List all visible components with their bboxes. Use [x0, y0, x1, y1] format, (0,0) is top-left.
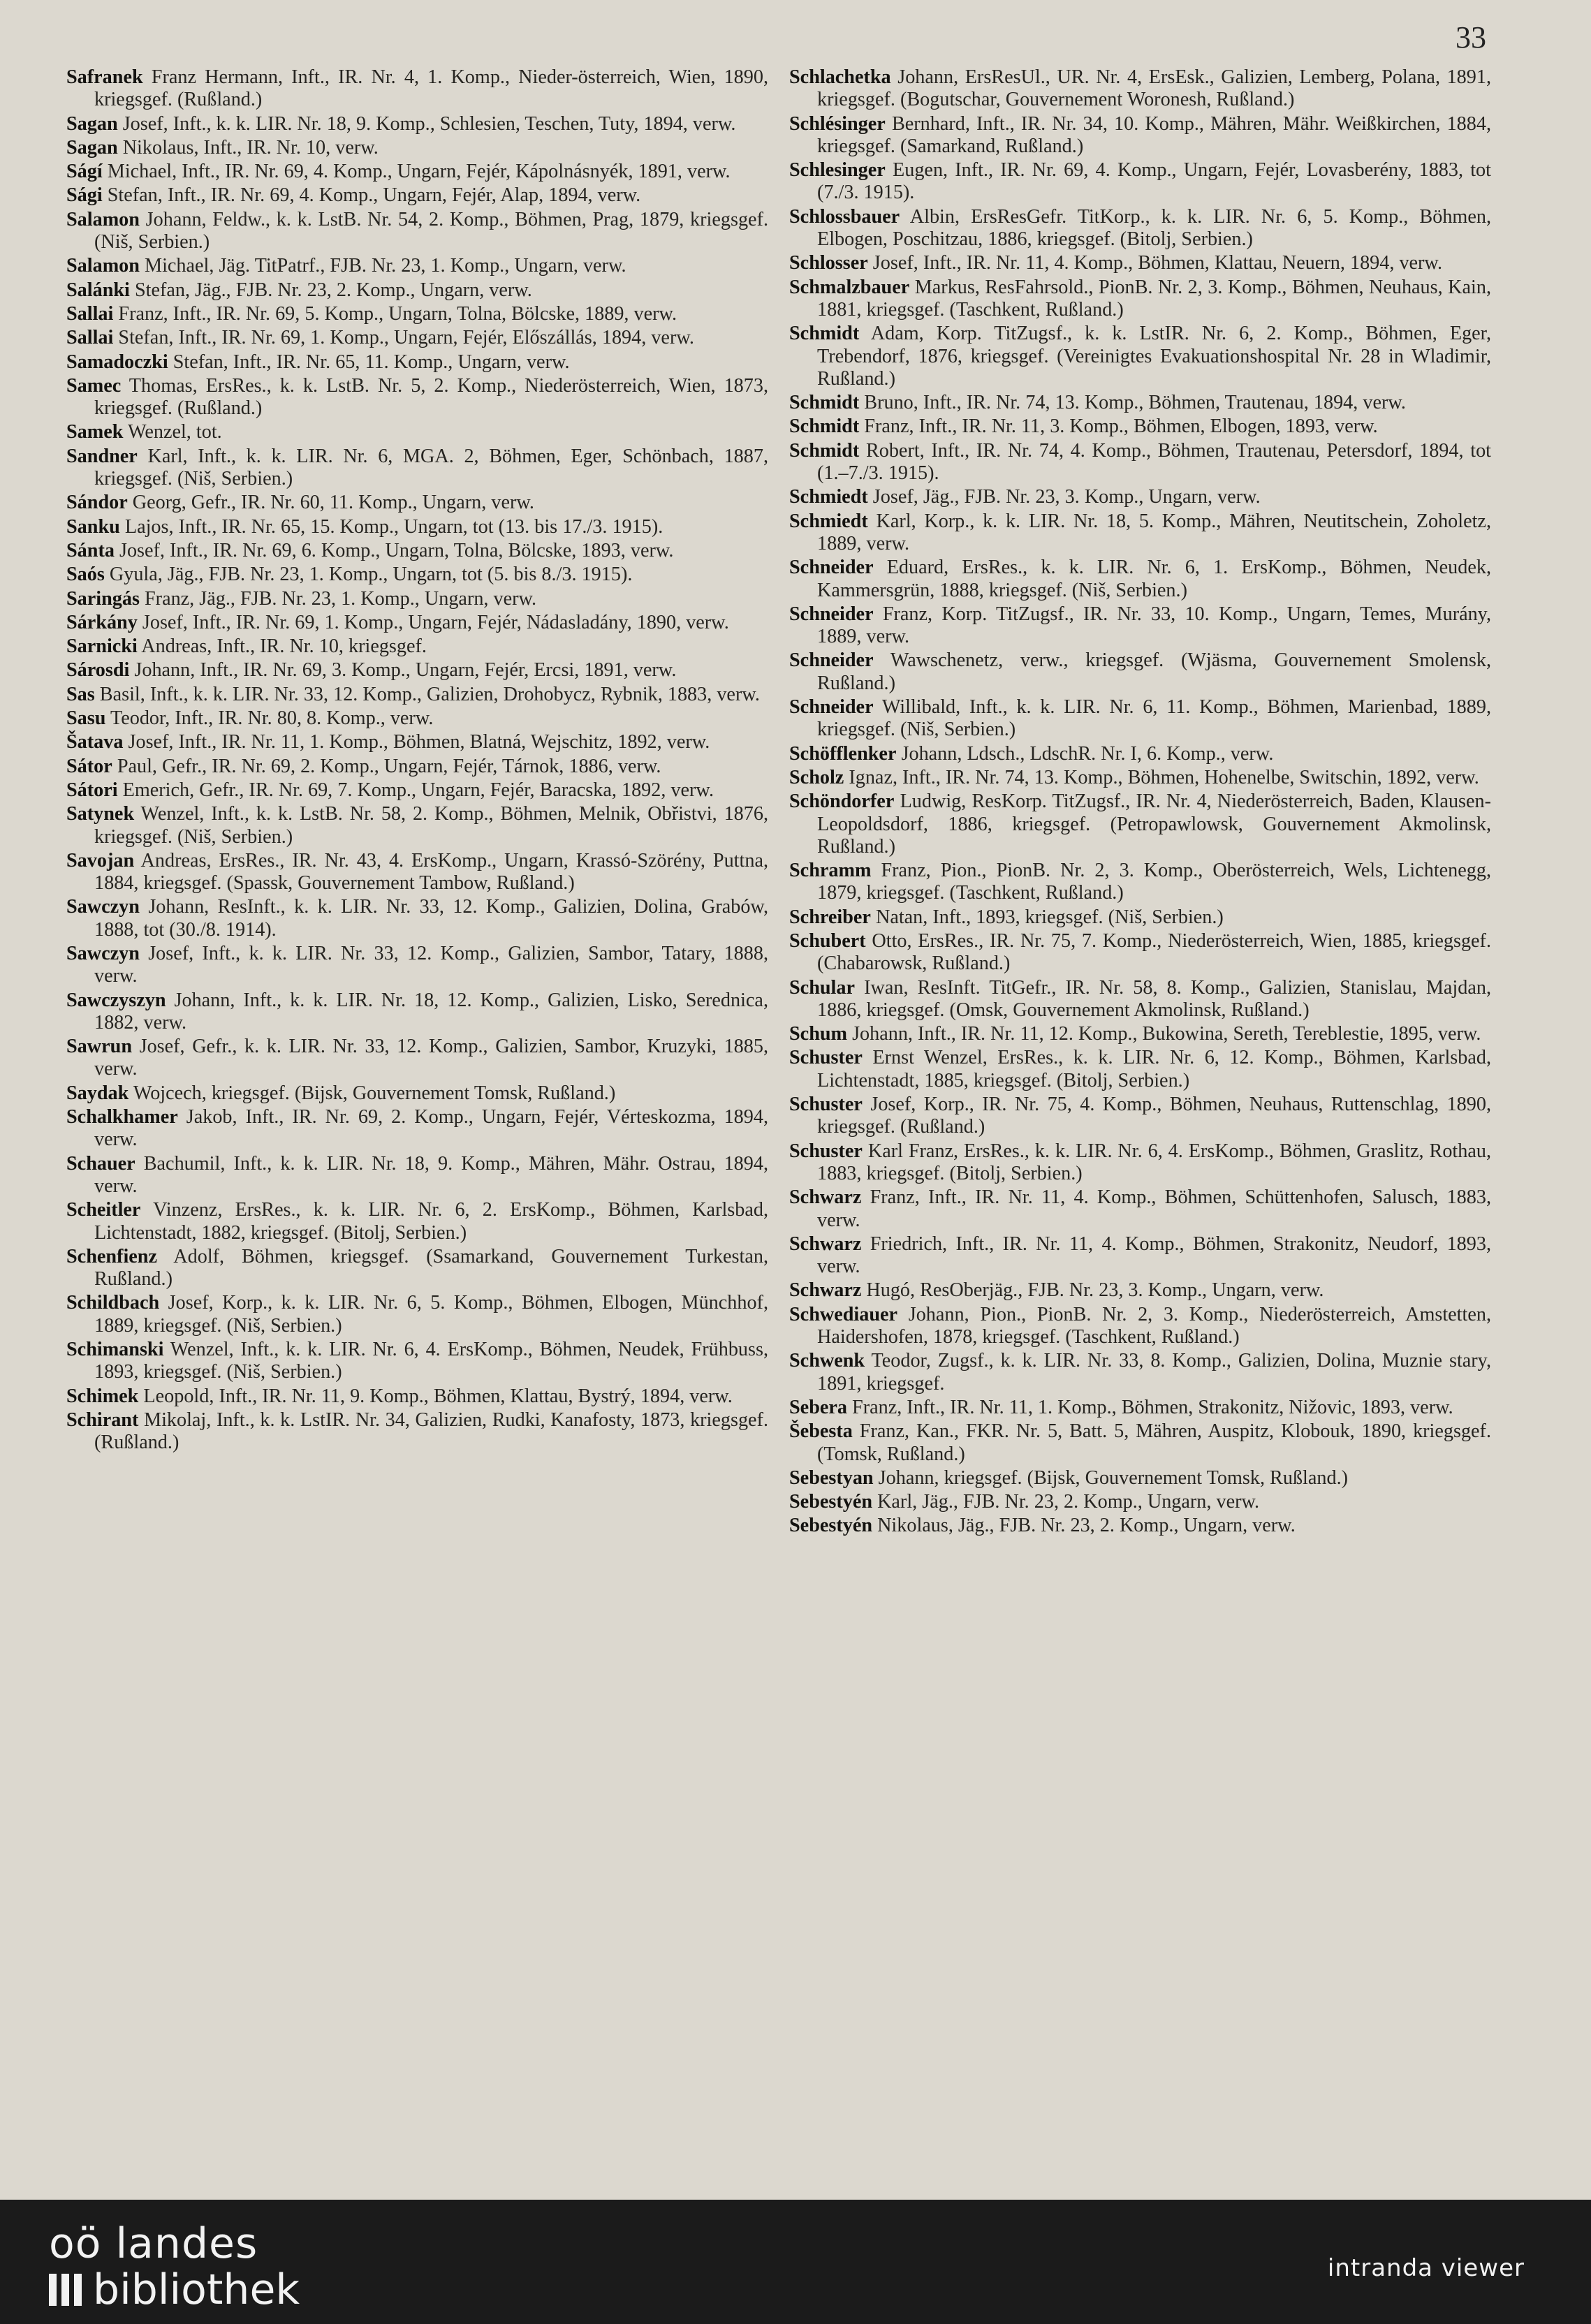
register-entry	[66, 255, 768, 277]
register-entry	[66, 209, 768, 254]
entry-details: Franz, Jäg., FJB. Nr. 23, 1. Komp., Ungarn, verw.	[139, 587, 537, 610]
register-entry	[789, 1023, 1491, 1045]
entry-surname: Sanku	[66, 515, 120, 538]
register-entry	[789, 510, 1491, 556]
entry-details: Franz, Inft., IR. Nr. 69, 5. Komp., Ungarn, Tolna, Bölcske, 1889, verw.	[113, 302, 677, 325]
entry-surname: Schuster	[789, 1140, 863, 1162]
register-entry	[789, 66, 1491, 112]
entry-details: Josef, Inft., IR. Nr. 11, 4. Komp., Böhmen, Klattau, Neuern, 1894, verw.	[867, 252, 1443, 274]
entry-details: Josef, Korp., k. k. LIR. Nr. 6, 5. Komp., Böhmen, Elbogen, Münchhof, 1889, kriegsgef. (Niš, Serbien.)	[94, 1292, 768, 1337]
entry-surname: Salánki	[66, 279, 130, 301]
entry-surname: Scheitler	[66, 1199, 141, 1221]
register-entry	[66, 66, 768, 112]
entry-surname: Schmidt	[789, 323, 860, 345]
entry-surname: Schramm	[789, 860, 872, 882]
entry-details: Ludwig, ResKorp. TitZugsf., IR. Nr. 4, Niederösterreich, Baden, Klausen-Leopoldsdorf, 1886, kriegsgef. (Petropawlowsk, Gouvernement Akmolinsk, Rußland.)	[817, 790, 1491, 858]
register-entry	[789, 323, 1491, 390]
entry-details: Karl, Korp., k. k. LIR. Nr. 18, 5. Komp., Mähren, Neutitschein, Zoholetz, 1889, verw.	[817, 510, 1491, 554]
register-entry	[66, 161, 768, 183]
entry-details: Michael, Jäg. TitPatrf., FJB. Nr. 23, 1. Komp., Ungarn, verw.	[139, 255, 626, 277]
entry-surname: Saydak	[66, 1082, 129, 1104]
library-logo[interactable]	[49, 2221, 300, 2313]
register-entry	[66, 303, 768, 325]
entry-surname: Sagan	[66, 136, 118, 159]
entry-details: Johann, Pion., PionB. Nr. 2, 3. Komp., Niederösterreich, Amstetten, Haidershofen, 1878, kriegsgef. (Taschkent, Rußland.)	[817, 1303, 1491, 1348]
entry-details: Willibald, Inft., k. k. LIR. Nr. 6, 11. Komp., Böhmen, Marienbad, 1889, kriegsgef. (Niš, Serbien.)	[817, 696, 1491, 741]
entry-surname: Schmiedt	[789, 486, 868, 508]
register-entry	[66, 659, 768, 682]
entry-details: Johann, Inft., IR. Nr. 11, 12. Komp., Bukowina, Sereth, Tereblestie, 1895, verw.	[847, 1023, 1481, 1045]
register-entry	[66, 1036, 768, 1081]
entry-surname: Schreiber	[789, 906, 871, 928]
entry-details: Stefan, Inft., IR. Nr. 69, 4. Komp., Ungarn, Fejér, Alap, 1894, verw.	[102, 184, 641, 207]
logo-bars-icon	[49, 2274, 82, 2306]
entry-surname: Scholz	[789, 766, 844, 788]
register-entry	[66, 184, 768, 207]
register-entry	[789, 906, 1491, 929]
entry-details: Lajos, Inft., IR. Nr. 65, 15. Komp., Ungarn, tot (13. bis 17./3. 1915).	[119, 515, 663, 538]
entry-details: Basil, Inft., k. k. LIR. Nr. 33, 12. Komp., Galizien, Drohobycz, Rybnik, 1883, verw.	[94, 683, 760, 705]
entry-surname: Schlosser	[789, 252, 868, 274]
entry-surname: Schum	[789, 1023, 848, 1045]
entry-details: Teodor, Zugsf., k. k. LIR. Nr. 33, 8. Komp., Galizien, Dolina, Muznie stary, 1891, kriegsgef.	[817, 1350, 1491, 1395]
entry-surname: Schular	[789, 976, 855, 999]
entry-details: Franz, Inft., IR. Nr. 11, 1. Komp., Böhmen, Strakonitz, Nižovic, 1893, verw.	[846, 1396, 1453, 1418]
register-entry	[66, 516, 768, 538]
entry-surname: Schirant	[66, 1409, 139, 1431]
entry-surname: Sebestyén	[789, 1515, 873, 1537]
entry-surname: Schmalzbauer	[789, 276, 910, 298]
right-column	[789, 66, 1491, 2154]
entry-details: Robert, Inft., IR. Nr. 74, 4. Komp., Böhmen, Trautenau, Petersdorf, 1894, tot (1.–7./3. 1915).	[817, 439, 1491, 485]
register-entry	[789, 1186, 1491, 1232]
register-entry	[66, 1385, 768, 1408]
register-entry	[789, 649, 1491, 695]
entry-surname: Schmidt	[789, 392, 860, 414]
entry-details: Georg, Gefr., IR. Nr. 60, 11. Komp., Ungarn, verw.	[127, 492, 534, 514]
entry-surname: Saós	[66, 564, 105, 586]
entry-details: Franz, Pion., PionB. Nr. 2, 3. Komp., Oberösterreich, Wels, Lichtenegg, 1879, kriegsgef. (Taschkent, Rußland.)	[817, 860, 1491, 904]
entry-details: Andreas, ErsRes., IR. Nr. 43, 4. ErsKomp., Ungarn, Krassó-Szörény, Puttna, 1884, kriegsgef. (Spassk, Gouvernement Tambow, Rußland.)	[94, 849, 768, 895]
register-entry	[66, 850, 768, 895]
entry-surname: Šatava	[66, 731, 124, 753]
register-entry	[66, 1082, 768, 1105]
register-entry	[66, 137, 768, 159]
entry-surname: Sánta	[66, 539, 115, 561]
entry-details: Stefan, Jäg., FJB. Nr. 23, 2. Komp., Ungarn, verw.	[129, 279, 532, 301]
entry-surname: Schuster	[789, 1094, 863, 1116]
register-entry	[66, 1292, 768, 1337]
entry-details: Wenzel, tot.	[123, 421, 222, 443]
entry-surname: Schwarz	[789, 1279, 862, 1302]
entry-details: Franz, Korp. TitZugsf., IR. Nr. 33, 10. Komp., Ungarn, Temes, Murány, 1889, verw.	[817, 603, 1491, 648]
entry-details: Josef, Korp., IR. Nr. 75, 4. Komp., Böhmen, Neuhaus, Ruttenschlag, 1890, kriegsgef. (Rußland.)	[817, 1094, 1491, 1138]
register-entry	[789, 206, 1491, 251]
register-entry	[66, 896, 768, 941]
register-entry	[66, 113, 768, 135]
entry-surname: Schuster	[789, 1047, 863, 1069]
entry-surname: Sebestyén	[789, 1491, 873, 1513]
entry-surname: Schmidt	[789, 439, 860, 462]
entry-details: Wenzel, Inft., k. k. LIR. Nr. 6, 4. ErsKomp., Böhmen, Neudek, Frühbuss, 1893, kriegsgef. (Niš, Serbien.)	[94, 1339, 768, 1383]
register-entry	[66, 943, 768, 988]
entry-details: Albin, ErsResGefr. TitKorp., k. k. LIR. Nr. 6, 5. Komp., Böhmen, Elbogen, Poschitzau, 1886, kriegsgef. (Bitolj, Serbien.)	[817, 205, 1491, 251]
entry-surname: Sági	[66, 184, 103, 207]
entry-surname: Sátor	[66, 755, 112, 777]
entry-details: Josef, Jäg., FJB. Nr. 23, 3. Komp., Ungarn, verw.	[867, 486, 1261, 508]
register-entry	[789, 277, 1491, 322]
register-entry	[789, 1094, 1491, 1139]
register-entry	[66, 635, 768, 658]
entry-surname: Schneider	[789, 696, 874, 719]
entry-details: Ernst Wenzel, ErsRes., k. k. LIR. Nr. 6, 12. Komp., Böhmen, Karlsbad, Lichtenstadt, 1885, kriegsgef. (Bitolj, Serbien.)	[817, 1047, 1491, 1091]
register-entry	[66, 1246, 768, 1291]
entry-details: Franz, Inft., IR. Nr. 11, 3. Komp., Böhmen, Elbogen, 1893, verw.	[859, 415, 1378, 438]
register-entry	[66, 1339, 768, 1384]
entry-surname: Schalkhamer	[66, 1106, 178, 1128]
register-entry	[789, 1047, 1491, 1092]
register-entry	[66, 351, 768, 374]
entry-surname: Schimek	[66, 1385, 139, 1407]
register-entry	[789, 113, 1491, 159]
register-entry	[789, 1420, 1491, 1466]
entry-surname: Schöndorfer	[789, 790, 895, 813]
register-entry	[66, 421, 768, 443]
entry-details: Johann, Feldw., k. k. LstB. Nr. 54, 2. Komp., Böhmen, Prag, 1879, kriegsgef. (Niš, Serbien.)	[94, 208, 768, 253]
entry-details: Karl Franz, ErsRes., k. k. LIR. Nr. 6, 4. ErsKomp., Böhmen, Graslitz, Rothau, 1883, kriegsgef. (Bitolj, Serbien.)	[817, 1140, 1491, 1184]
entry-surname: Schlossbauer	[789, 205, 900, 228]
entry-surname: Schöfflenker	[789, 742, 897, 765]
entry-details: Johann, Inft., IR. Nr. 69, 3. Komp., Ungarn, Fejér, Ercsi, 1891, verw.	[129, 659, 677, 682]
entry-details: Bachumil, Inft., k. k. LIR. Nr. 18, 9. Komp., Mähren, Mähr. Ostrau, 1894, verw.	[94, 1152, 768, 1197]
entry-surname: Salamon	[66, 255, 140, 277]
entry-details: Vinzenz, ErsRes., k. k. LIR. Nr. 6, 2. ErsKomp., Böhmen, Karlsbad, Lichtenstadt, 1882, kriegsgef. (Bitolj, Serbien.)	[94, 1199, 768, 1244]
register-entry	[66, 564, 768, 586]
entry-surname: Sasu	[66, 707, 106, 730]
entry-surname: Schildbach	[66, 1292, 160, 1314]
register-entry	[66, 756, 768, 778]
entry-surname: Schneider	[789, 603, 874, 625]
entry-details: Franz, Kan., FKR. Nr. 5, Batt. 5, Mähren, Auspitz, Klobouk, 1890, kriegsgef. (Tomsk, Rußland.)	[817, 1420, 1491, 1465]
entry-surname: Sawczyszyn	[66, 989, 166, 1011]
entry-details: Johann, ResInft., k. k. LIR. Nr. 33, 12. Komp., Galizien, Dolina, Grabów, 1888, tot (30./8. 1914).	[94, 896, 768, 941]
entry-details: Gyula, Jäg., FJB. Nr. 23, 1. Komp., Ungarn, tot (5. bis 8./3. 1915).	[104, 564, 633, 586]
register-entry	[789, 1397, 1491, 1419]
entry-details: Josef, Inft., k. k. LIR. Nr. 33, 12. Komp., Galizien, Sambor, Tatary, 1888, verw.	[94, 942, 768, 987]
logo-text-top: oö landes	[49, 2219, 258, 2268]
entry-details: Josef, Inft., IR. Nr. 69, 6. Komp., Ungarn, Tolna, Bölcske, 1893, verw.	[114, 539, 674, 561]
entry-surname: Sebestyan	[789, 1466, 874, 1489]
entry-details: Eduard, ErsRes., k. k. LIR. Nr. 6, 1. ErsKomp., Böhmen, Neudek, Kammersgrün, 1888, kriegsgef. (Niš, Serbien.)	[817, 557, 1491, 601]
entry-details: Adolf, Böhmen, kriegsgef. (Ssamarkand, Gouvernement Turkestan, Rußland.)	[94, 1245, 768, 1290]
register-entry	[66, 731, 768, 753]
register-entry	[789, 603, 1491, 649]
entry-details: Otto, ErsRes., IR. Nr. 75, 7. Komp., Niederösterreich, Wien, 1885, kriegsgef. (Chabarowsk, Rußland.)	[817, 929, 1491, 975]
register-entry	[789, 252, 1491, 274]
entry-details: Stefan, Inft., IR. Nr. 69, 1. Komp., Ungarn, Fejér, Előszállás, 1894, verw.	[113, 327, 694, 349]
logo-bottom-row	[49, 2267, 300, 2313]
register-entry	[66, 1153, 768, 1198]
entry-details: Bruno, Inft., IR. Nr. 74, 13. Komp., Böhmen, Trautenau, 1894, verw.	[859, 392, 1406, 414]
entry-surname: Sawczyn	[66, 896, 140, 918]
entry-details: Jakob, Inft., IR. Nr. 69, 2. Komp., Ungarn, Fejér, Vérteskozma, 1894, verw.	[94, 1106, 768, 1151]
register-entry	[66, 492, 768, 514]
entry-details: Nikolaus, Jäg., FJB. Nr. 23, 2. Komp., Ungarn, verw.	[872, 1515, 1296, 1537]
entry-surname: Schimanski	[66, 1339, 164, 1361]
entry-details: Iwan, ResInft. TitGefr., IR. Nr. 58, 8. Komp., Galizien, Stanislau, Majdan, 1886, kriegsgef. (Omsk, Gouvernement Akmolinsk, Rußland.)	[817, 976, 1491, 1021]
register-entry	[789, 977, 1491, 1022]
entry-surname: Schenfienz	[66, 1245, 157, 1267]
entry-surname: Samadoczki	[66, 351, 168, 373]
register-entry	[789, 486, 1491, 508]
entry-details: Nikolaus, Inft., IR. Nr. 10, verw.	[117, 136, 379, 159]
entry-details: Karl, Jäg., FJB. Nr. 23, 2. Komp., Ungarn, verw.	[872, 1491, 1260, 1513]
register-entry	[789, 1515, 1491, 1537]
register-entry	[66, 327, 768, 349]
entry-surname: Schmidt	[789, 415, 860, 438]
register-entry	[66, 540, 768, 562]
entry-surname: Sawczyn	[66, 942, 140, 964]
page-number: 33	[1456, 20, 1486, 54]
entry-surname: Šebesta	[789, 1420, 853, 1443]
entry-surname: Savojan	[66, 849, 135, 872]
entry-surname: Samec	[66, 374, 122, 397]
entry-details: Thomas, ErsRes., k. k. LstB. Nr. 5, 2. Komp., Niederösterreich, Wien, 1873, kriegsgef. (Rußland.)	[94, 374, 768, 420]
entry-surname: Schlachetka	[789, 66, 891, 88]
entry-surname: Sallai	[66, 327, 114, 349]
entry-details: Wenzel, Inft., k. k. LstB. Nr. 58, 2. Komp., Böhmen, Melnik, Obřistvi, 1876, kriegsgef. (Niš, Serbien.)	[94, 803, 768, 848]
logo-text-bottom: bibliothek	[93, 2265, 300, 2314]
entry-details: Johann, Inft., k. k. LIR. Nr. 18, 12. Komp., Galizien, Lisko, Serednica, 1882, verw.	[94, 989, 768, 1034]
entry-surname: Sawrun	[66, 1036, 132, 1058]
entry-details: Bernhard, Inft., IR. Nr. 34, 10. Komp., Mähren, Mähr. Weißkirchen, 1884, kriegsgef. (Samarkand, Rußland.)	[817, 112, 1491, 157]
register-entry	[789, 557, 1491, 602]
entry-surname: Schneider	[789, 557, 874, 579]
entry-details: Johann, Ldsch., LdschR. Nr. I, 6. Komp., verw.	[896, 742, 1274, 765]
register-entry	[789, 743, 1491, 765]
register-entry	[66, 707, 768, 730]
entry-surname: Sebera	[789, 1396, 847, 1418]
entry-details: Ignaz, Inft., IR. Nr. 74, 13. Komp., Böhmen, Hohenelbe, Switschin, 1892, verw.	[844, 766, 1479, 788]
entry-surname: Schauer	[66, 1152, 135, 1175]
register-entry	[66, 1106, 768, 1152]
entry-surname: Sagan	[66, 112, 118, 135]
entry-surname: Ságí	[66, 161, 103, 183]
entry-surname: Sarnicki	[66, 635, 138, 658]
register-entry	[789, 1304, 1491, 1349]
register-entry	[789, 1140, 1491, 1186]
entry-details: Wojcech, kriegsgef. (Bijsk, Gouvernement Tomsk, Rußland.)	[129, 1082, 616, 1104]
entry-details: Adam, Korp. TitZugsf., k. k. LstIR. Nr. 6, 2. Komp., Böhmen, Eger, Trebendorf, 1876, kriegsgef. (Vereinigtes Evakuationshospital Nr. 28 in Wladimir, Rußland.)	[817, 323, 1491, 390]
entry-details: Josef, Gefr., k. k. LIR. Nr. 33, 12. Komp., Galizien, Sambor, Kruzyki, 1885, verw.	[94, 1036, 768, 1080]
register-entry	[66, 588, 768, 610]
entry-surname: Sárkány	[66, 611, 138, 633]
entry-surname: Schwarz	[789, 1233, 862, 1255]
register-entry	[789, 767, 1491, 789]
register-entry	[789, 1467, 1491, 1490]
entry-details: Hugó, ResOberjäg., FJB. Nr. 23, 3. Komp., Ungarn, verw.	[861, 1279, 1324, 1302]
entry-details: Natan, Inft., 1893, kriegsgef. (Niš, Serbien.)	[870, 906, 1224, 928]
register-entry	[66, 803, 768, 848]
entry-details: Eugen, Inft., IR. Nr. 69, 4. Komp., Ungarn, Fejér, Lovasberény, 1883, tot (7./3. 1915).	[817, 159, 1491, 204]
entry-details: Andreas, Inft., IR. Nr. 10, kriegsgef.	[137, 635, 427, 658]
entry-surname: Sandner	[66, 445, 138, 467]
register-entry	[66, 1199, 768, 1244]
register-entry	[66, 446, 768, 491]
entry-surname: Sándor	[66, 492, 128, 514]
entry-surname: Satynek	[66, 803, 135, 825]
register-entry	[789, 860, 1491, 905]
entry-details: Stefan, Inft., IR. Nr. 65, 11. Komp., Ungarn, verw.	[168, 351, 570, 373]
register-entry	[789, 930, 1491, 976]
register-entry	[789, 415, 1491, 438]
entry-details: Emerich, Gefr., IR. Nr. 69, 7. Komp., Ungarn, Fejér, Baracska, 1892, verw.	[117, 779, 714, 801]
entry-surname: Schmiedt	[789, 510, 868, 532]
register-entry	[789, 392, 1491, 414]
entry-surname: Samek	[66, 421, 124, 443]
entry-details: Franz, Inft., IR. Nr. 11, 4. Komp., Böhmen, Schüttenhofen, Salusch, 1883, verw.	[817, 1186, 1491, 1231]
entry-details: Leopold, Inft., IR. Nr. 11, 9. Komp., Böhmen, Klattau, Bystrý, 1894, verw.	[138, 1385, 733, 1407]
entry-surname: Schwarz	[789, 1186, 862, 1209]
entry-details: Franz Hermann, Inft., IR. Nr. 4, 1. Komp., Nieder-österreich, Wien, 1890, kriegsgef. (Rußland.)	[94, 66, 768, 111]
register-entry	[66, 684, 768, 706]
entry-surname: Schlesinger	[789, 159, 886, 182]
entry-surname: Schneider	[789, 649, 874, 672]
viewer-label[interactable]: intranda viewer	[1327, 2254, 1525, 2282]
register-entry	[789, 1233, 1491, 1279]
entry-details: Michael, Inft., IR. Nr. 69, 4. Komp., Ungarn, Fejér, Kápolnásnyék, 1891, verw.	[102, 161, 731, 183]
entry-details: Karl, Inft., k. k. LIR. Nr. 6, MGA. 2, Böhmen, Eger, Schönbach, 1887, kriegsgef. (Niš, Serbien.)	[94, 445, 768, 490]
entry-details: Wawschenetz, verw., kriegsgef. (Wjäsma, Gouvernement Smolensk, Rußland.)	[817, 649, 1491, 694]
register-entry	[789, 696, 1491, 742]
register-entry	[66, 779, 768, 802]
entry-surname: Sas	[66, 683, 95, 705]
entry-surname: Safranek	[66, 66, 143, 88]
entry-details: Johann, kriegsgef. (Bijsk, Gouvernement Tomsk, Rußland.)	[873, 1466, 1348, 1489]
entry-surname: Schwediauer	[789, 1303, 898, 1325]
entry-surname: Schlésinger	[789, 112, 886, 135]
register-entry	[66, 612, 768, 634]
entry-details: Josef, Inft., k. k. LIR. Nr. 18, 9. Komp., Schlesien, Teschen, Tuty, 1894, verw.	[117, 112, 736, 135]
entry-surname: Saringás	[66, 587, 140, 610]
entry-details: Josef, Inft., IR. Nr. 11, 1. Komp., Böhmen, Blatná, Wejschitz, 1892, verw.	[123, 731, 710, 753]
entry-details: Friedrich, Inft., IR. Nr. 11, 4. Komp., Böhmen, Strakonitz, Neudorf, 1893, verw.	[817, 1233, 1491, 1278]
entry-details: Mikolaj, Inft., k. k. LstIR. Nr. 34, Galizien, Rudki, Kanafosty, 1873, kriegsgef. (Rußland.)	[94, 1409, 768, 1454]
register-entry	[789, 1350, 1491, 1395]
register-entry	[789, 159, 1491, 205]
register-entry	[66, 990, 768, 1035]
entry-surname: Sátori	[66, 779, 118, 801]
register-entry	[789, 1279, 1491, 1302]
register-entry	[789, 440, 1491, 485]
register-entry	[66, 279, 768, 302]
entry-details: Teodor, Inft., IR. Nr. 80, 8. Komp., verw.	[105, 707, 434, 730]
entry-surname: Schubert	[789, 929, 866, 952]
left-column	[66, 66, 768, 2154]
entry-details: Johann, ErsResUl., UR. Nr. 4, ErsEsk., Galizien, Lemberg, Polana, 1891, kriegsgef. (Bogutschar, Gouvernement Woronesh, Rußland.)	[817, 66, 1491, 111]
viewer-footer	[0, 2200, 1591, 2324]
register-entry	[66, 1409, 768, 1455]
entry-surname: Sárosdi	[66, 659, 130, 682]
entry-surname: Salamon	[66, 208, 140, 230]
entry-surname: Schwenk	[789, 1350, 865, 1372]
register-entry	[789, 790, 1491, 858]
register-entry	[789, 1491, 1491, 1513]
register-entry	[66, 375, 768, 420]
entry-details: Josef, Inft., IR. Nr. 69, 1. Komp., Ungarn, Fejér, Nádasladány, 1890, verw.	[137, 611, 729, 633]
entry-details: Markus, ResFahrsold., PionB. Nr. 2, 3. Komp., Böhmen, Neuhaus, Kain, 1881, kriegsgef. (Taschkent, Rußland.)	[817, 276, 1491, 321]
entry-surname: Sallai	[66, 302, 114, 325]
entry-details: Paul, Gefr., IR. Nr. 69, 2. Komp., Ungarn, Fejér, Tárnok, 1886, verw.	[112, 755, 661, 777]
